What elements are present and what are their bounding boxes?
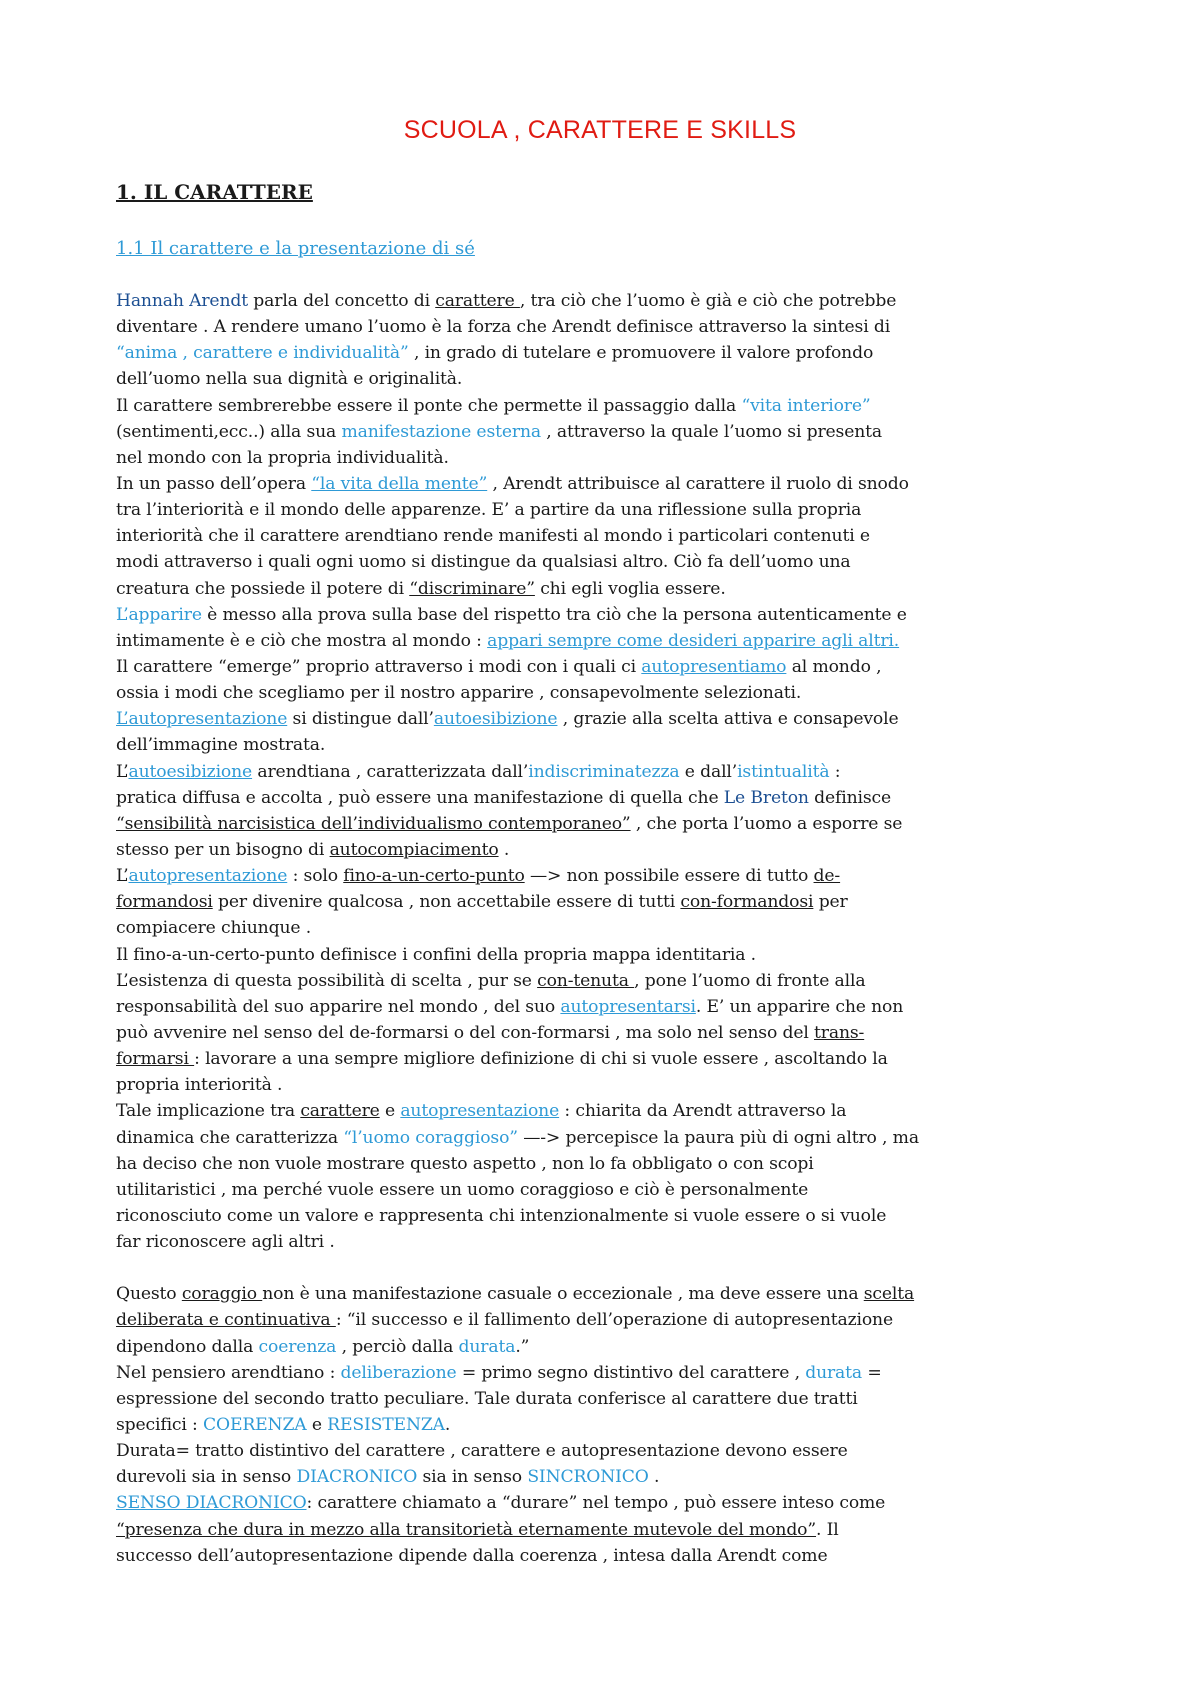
- text-line: [116, 915, 1096, 941]
- text-segment: Tale implicazione tra: [116, 1101, 301, 1122]
- text-segment: intimamente è e ciò che mostra al mondo :: [116, 630, 488, 651]
- text-segment: chi egli voglia essere.: [534, 578, 726, 599]
- text-segment: successo dell’autopresentazione dipende dalla coerenza , intesa dalla Arendt come: [116, 1545, 828, 1566]
- text-segment: compiacere chiunque .: [116, 918, 312, 939]
- text-segment: .: [444, 1415, 451, 1436]
- text-segment: .”: [515, 1336, 530, 1357]
- underlined-term: fino-a-un-certo-punto: [343, 866, 525, 887]
- text-segment: :: [829, 761, 841, 782]
- highlighted-term: COERENZA: [203, 1415, 307, 1436]
- text-segment: creatura che possiede il potere di: [116, 578, 410, 599]
- text-segment: Durata= tratto distintivo del carattere , carattere e autopresentazione devono essere: [116, 1441, 848, 1462]
- text-line: [116, 1334, 1096, 1360]
- subsection-heading: 1.1 Il carattere e la presentazione di sé: [116, 238, 475, 259]
- text-segment: far riconoscere agli altri .: [116, 1232, 335, 1253]
- text-segment: , pone l’uomo di fronte alla: [634, 970, 866, 991]
- section-heading: 1. IL CARATTERE: [116, 180, 313, 204]
- text-segment: L’: [116, 761, 129, 782]
- underlined-term: coraggio: [181, 1284, 263, 1305]
- text-segment: L’esistenza di questa possibilità di scelta , pur se: [116, 970, 538, 991]
- text-segment: espressione del secondo tratto peculiare. Tale durata conferisce al carattere due tratti: [116, 1388, 858, 1409]
- text-segment: Il carattere “emerge” proprio attraverso i modi con i quali ci: [116, 656, 642, 677]
- document-title: SCUOLA , CARATTERE E SKILLS: [403, 116, 797, 144]
- text-segment: e: [379, 1101, 401, 1122]
- text-line: [116, 419, 1096, 445]
- underlined-term: con-tenuta: [537, 970, 635, 991]
- text-line: [116, 314, 1096, 340]
- text-line: [116, 1020, 1096, 1046]
- text-segment: Nel pensiero arendtiano :: [116, 1362, 341, 1383]
- underlined-term: “discriminare”: [409, 578, 535, 599]
- text-line: [116, 1203, 1096, 1229]
- text-segment: nel mondo con la propria individualità.: [116, 447, 449, 468]
- text-line: [116, 628, 1096, 654]
- text-segment: : chiarita da Arendt attraverso la: [559, 1101, 847, 1122]
- underlined-term: deliberata e continuativa: [116, 1310, 336, 1331]
- highlighted-term: indiscriminatezza: [528, 761, 680, 782]
- text-segment: , grazie alla scelta attiva e consapevole: [557, 709, 899, 730]
- text-segment: L’: [116, 866, 129, 887]
- text-segment: definisce: [808, 787, 892, 808]
- text-segment: utilitaristici , ma perché vuole essere un uomo coraggioso e ciò è personalmente: [116, 1179, 809, 1200]
- highlighted-term: durata: [458, 1336, 516, 1357]
- highlighted-term: deliberazione: [340, 1362, 457, 1383]
- highlighted-term: L’apparire: [116, 604, 202, 625]
- underlined-term: trans-: [814, 1022, 865, 1043]
- text-segment: (sentimenti,ecc..) alla sua: [116, 421, 342, 442]
- text-line: [116, 1229, 1096, 1255]
- highlighted-term: “la vita della mente”: [311, 473, 488, 494]
- text-line: [116, 497, 1096, 523]
- text-line: [116, 523, 1096, 549]
- text-segment: sia in senso: [417, 1467, 528, 1488]
- text-segment: .: [498, 839, 510, 860]
- text-segment: al mondo ,: [786, 656, 882, 677]
- text-segment: responsabilità del suo apparire nel mondo , del suo: [116, 996, 561, 1017]
- text-line: [116, 1072, 1096, 1098]
- highlighted-term: RESISTENZA: [327, 1415, 445, 1436]
- text-segment: non è una manifestazione casuale o eccezionale , ma deve essere una: [262, 1284, 864, 1305]
- text-line: [116, 1307, 1096, 1333]
- text-segment: ha deciso che non vuole mostrare questo aspetto , non lo fa obbligato o con scopi: [116, 1153, 814, 1174]
- text-segment: , che porta l’uomo a esporre se: [630, 813, 903, 834]
- text-line: [116, 1386, 1096, 1412]
- text-line: [116, 759, 1096, 785]
- text-segment: , in grado di tutelare e promuovere il valore profondo: [408, 343, 874, 364]
- blank-line: [116, 1255, 1096, 1281]
- text-segment: per divenire qualcosa , non accettabile essere di tutti: [212, 892, 681, 913]
- text-segment: —-> percepisce la paura più di ogni altro , ma: [517, 1127, 919, 1148]
- text-segment: Questo: [116, 1284, 182, 1305]
- text-line: [116, 288, 1096, 314]
- text-segment: . Il: [816, 1519, 839, 1540]
- text-line: [116, 680, 1096, 706]
- highlighted-term: SENSO DIACRONICO: [116, 1493, 307, 1514]
- text-line: [116, 1046, 1096, 1072]
- text-segment: .: [648, 1467, 660, 1488]
- text-segment: pratica diffusa e accolta , può essere una manifestazione di quella che: [116, 787, 724, 808]
- underlined-term: autocompiacimento: [329, 839, 499, 860]
- text-segment: durevoli sia in senso: [116, 1467, 297, 1488]
- text-segment: modi attraverso i quali ogni uomo si distingue da qualsiasi altro. Ciò fa dell’uomo una: [116, 552, 851, 573]
- text-segment: è messo alla prova sulla base del rispetto tra ciò che la persona autenticamente e: [201, 604, 907, 625]
- highlighted-term: manifestazione esterna: [341, 421, 541, 442]
- highlighted-term: SINCRONICO: [527, 1467, 649, 1488]
- text-segment: tra l’interiorità e il mondo delle apparenze. E’ a partire da una riflessione sulla propria: [116, 500, 862, 521]
- text-segment: = primo segno distintivo del carattere ,: [456, 1362, 806, 1383]
- text-segment: dipendono dalla: [116, 1336, 259, 1357]
- text-line: [116, 1281, 1096, 1307]
- text-line: [116, 785, 1096, 811]
- highlighted-term: autoesibizione: [433, 709, 558, 730]
- text-segment: , perciò dalla: [336, 1336, 459, 1357]
- underlined-term: “presenza che dura in mezzo alla transitorietà eternamente mutevole del mondo”: [116, 1519, 817, 1540]
- text-line: [116, 942, 1096, 968]
- text-segment: Il carattere sembrerebbe essere il ponte che permette il passaggio dalla: [116, 395, 742, 416]
- text-line: [116, 706, 1096, 732]
- highlighted-term: “anima , carattere e individualità”: [116, 343, 409, 364]
- text-segment: =: [862, 1362, 882, 1383]
- text-segment: riconosciuto come un valore e rappresenta chi intenzionalmente si vuole essere o si vuole: [116, 1205, 887, 1226]
- text-line: [116, 1543, 1096, 1569]
- highlighted-term: autopresentazione: [128, 866, 288, 887]
- text-line: [116, 1490, 1096, 1516]
- text-segment: parla del concetto di: [247, 291, 436, 311]
- highlighted-term: L’autopresentazione: [116, 709, 288, 730]
- text-line: [116, 1412, 1096, 1438]
- text-line: [116, 1360, 1096, 1386]
- text-line: [116, 576, 1096, 602]
- text-line: [116, 1464, 1096, 1490]
- text-line: [116, 1151, 1096, 1177]
- text-segment: —> non possibile essere di tutto: [524, 866, 814, 887]
- text-segment: si distingue dall’: [287, 709, 434, 730]
- text-line: [116, 471, 1096, 497]
- text-segment: e: [306, 1415, 328, 1436]
- text-segment: specifici :: [116, 1415, 204, 1436]
- text-segment: . E’ un apparire che non: [695, 996, 904, 1017]
- underlined-term: scelta: [863, 1284, 915, 1305]
- text-segment: : lavorare a una sempre migliore definizione di chi si vuole essere , ascoltando la: [194, 1049, 888, 1070]
- body-text: [116, 288, 1096, 1569]
- highlighted-term: autoesibizione: [128, 761, 253, 782]
- text-segment: , attraverso la quale l’uomo si presenta: [540, 421, 883, 442]
- text-segment: : “il successo e il fallimento dell’operazione di autopresentazione: [335, 1310, 893, 1331]
- underlined-term: de-: [813, 866, 841, 887]
- underlined-term: formandosi: [116, 892, 213, 913]
- author-name: Hannah Arendt: [116, 291, 248, 311]
- text-segment: dell’uomo nella sua dignità e originalità.: [116, 369, 463, 390]
- highlighted-term: istintualità: [737, 761, 830, 782]
- text-segment: e dall’: [679, 761, 738, 782]
- text-segment: : carattere chiamato a “durare” nel tempo , può essere inteso come: [306, 1493, 886, 1514]
- text-line: [116, 889, 1096, 915]
- underlined-term: “sensibilità narcisistica dell’individualismo contemporaneo”: [116, 813, 631, 834]
- text-line: [116, 968, 1096, 994]
- text-segment: dinamica che caratterizza: [116, 1127, 344, 1148]
- text-line: [116, 1098, 1096, 1124]
- highlighted-term: autopresentiamo: [641, 656, 787, 677]
- author-name: Le Breton: [723, 787, 809, 808]
- highlighted-term: “l’uomo coraggioso”: [343, 1127, 518, 1148]
- text-segment: , Arendt attribuisce al carattere il ruolo di snodo: [487, 473, 909, 494]
- highlighted-term: autopresentarsi: [560, 996, 696, 1017]
- text-segment: stesso per un bisogno di: [116, 839, 330, 860]
- text-segment: , tra ciò che l’uomo è già e ciò che potrebbe: [519, 291, 897, 311]
- text-line: [116, 994, 1096, 1020]
- text-segment: dell’immagine mostrata.: [116, 735, 326, 756]
- text-line: [116, 837, 1096, 863]
- underlined-term: carattere: [435, 291, 520, 311]
- highlighted-term: “vita interiore”: [741, 395, 871, 416]
- underlined-term: con-formandosi: [680, 892, 814, 913]
- text-segment: diventare . A rendere umano l’uomo è la forza che Arendt definisce attraverso la sintesi di: [116, 317, 891, 338]
- text-segment: arendtiana , caratterizzata dall’: [252, 761, 529, 782]
- text-line: [116, 654, 1096, 680]
- highlighted-term: autopresentazione: [400, 1101, 560, 1122]
- text-segment: ossia i modi che scegliamo per il nostro apparire , consapevolmente selezionati.: [116, 683, 802, 704]
- highlighted-term: appari sempre come desideri apparire agli altri.: [487, 630, 900, 651]
- underlined-term: carattere: [300, 1101, 380, 1122]
- text-segment: interiorità che il carattere arendtiano rende manifesti al mondo i particolari contenuti e: [116, 526, 870, 547]
- text-line: [116, 863, 1096, 889]
- text-segment: : solo: [287, 866, 344, 887]
- text-segment: In un passo dell’opera: [116, 473, 312, 494]
- highlighted-term: durata: [805, 1362, 863, 1383]
- text-line: [116, 1517, 1096, 1543]
- text-line: [116, 732, 1096, 758]
- highlighted-term: coerenza: [258, 1336, 337, 1357]
- text-line: [116, 1177, 1096, 1203]
- text-segment: può avvenire nel senso del de-formarsi o del con-formarsi , ma solo nel senso del: [116, 1022, 815, 1043]
- text-line: [116, 1125, 1096, 1151]
- text-line: [116, 366, 1096, 392]
- text-line: [116, 393, 1096, 419]
- highlighted-term: DIACRONICO: [296, 1467, 418, 1488]
- text-segment: per: [813, 892, 848, 913]
- text-line: [116, 1438, 1096, 1464]
- text-line: [116, 602, 1096, 628]
- text-segment: Il fino-a-un-certo-punto definisce i confini della propria mappa identitaria .: [116, 944, 756, 965]
- text-line: [116, 811, 1096, 837]
- text-line: [116, 340, 1096, 366]
- text-line: [116, 549, 1096, 575]
- text-line: [116, 445, 1096, 471]
- text-segment: propria interiorità .: [116, 1075, 283, 1096]
- underlined-term: formarsi: [116, 1049, 195, 1070]
